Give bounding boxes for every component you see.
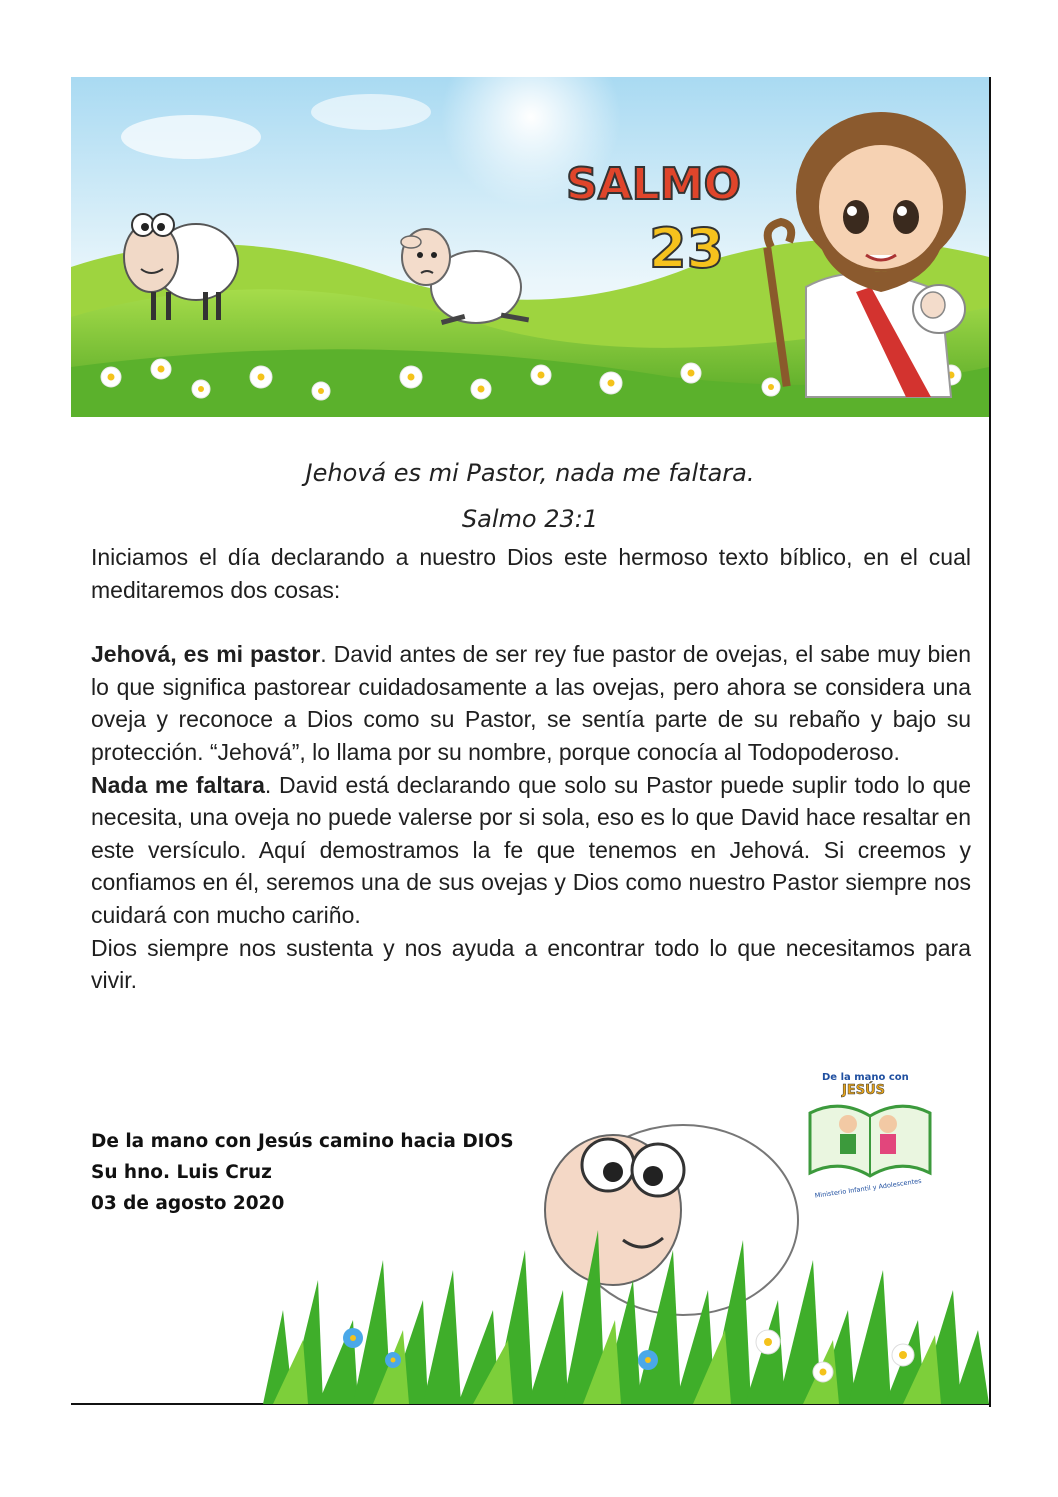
devotional-body xyxy=(91,541,971,997)
signature-motto: De la mano con Jesús camino hacia DIOS xyxy=(91,1131,514,1152)
intro-paragraph: Iniciamos el día declarando a nuestro Dios este hermoso texto bíblico, en el cual meditaremos dos cosas: xyxy=(91,544,971,603)
point-two-text: . David está declarando que solo su Pastor puede suplir todo lo que necesita, una oveja no puede valerse por si sola, eso es lo que David hace resaltar en este versículo. Aquí demostramos la fe que tenemos en Jehová. Si creemos y confiamos en él, seremos una de sus ovejas y Dios como nuestro Pastor siempre nos cuidará con mucho cariño. xyxy=(91,771,971,928)
logo-brand-text: JESÚS xyxy=(842,1083,885,1098)
featured-verse xyxy=(71,450,989,542)
page-border-right xyxy=(989,77,991,1407)
point-one-title: Jehová, es mi pastor xyxy=(91,641,321,668)
bottom-illustration xyxy=(263,1110,989,1404)
point-two-title: Nada me faltara xyxy=(91,771,265,798)
logo-ribbon-text: Ministerio Infantil y Adolescentes xyxy=(814,1176,922,1198)
verse-reference: Salmo 23:1 xyxy=(461,505,599,533)
point-two-paragraph xyxy=(91,769,971,932)
point-one-paragraph xyxy=(91,638,971,768)
header-banner xyxy=(71,77,989,417)
point-one-text: . David antes de ser rey fue pastor de ovejas, el sabe muy bien lo que significa pastorear cuidadosamente a las ovejas, pero ahora se considera una oveja y reconoce a Dios como su Pastor, se sentía parte de su rebaño y bajo su protección. “Jehová”, lo llama por su nombre, porque conocía al Todopoderoso. xyxy=(91,641,971,765)
verse-text: Jehová es mi Pastor, nada me faltara. xyxy=(305,459,755,487)
page-border-bottom xyxy=(71,1403,263,1405)
signature-date: 03 de agosto 2020 xyxy=(91,1193,285,1214)
banner-title-number: 23 xyxy=(649,217,725,280)
closing-paragraph: Dios siempre nos sustenta y nos ayuda a encontrar todo lo que necesitamos para vivir. xyxy=(91,934,971,994)
signature-author: Su hno. Luis Cruz xyxy=(91,1162,272,1183)
logo-top-text: De la mano con xyxy=(822,1072,909,1083)
banner-title-word: SALMO xyxy=(566,159,741,210)
